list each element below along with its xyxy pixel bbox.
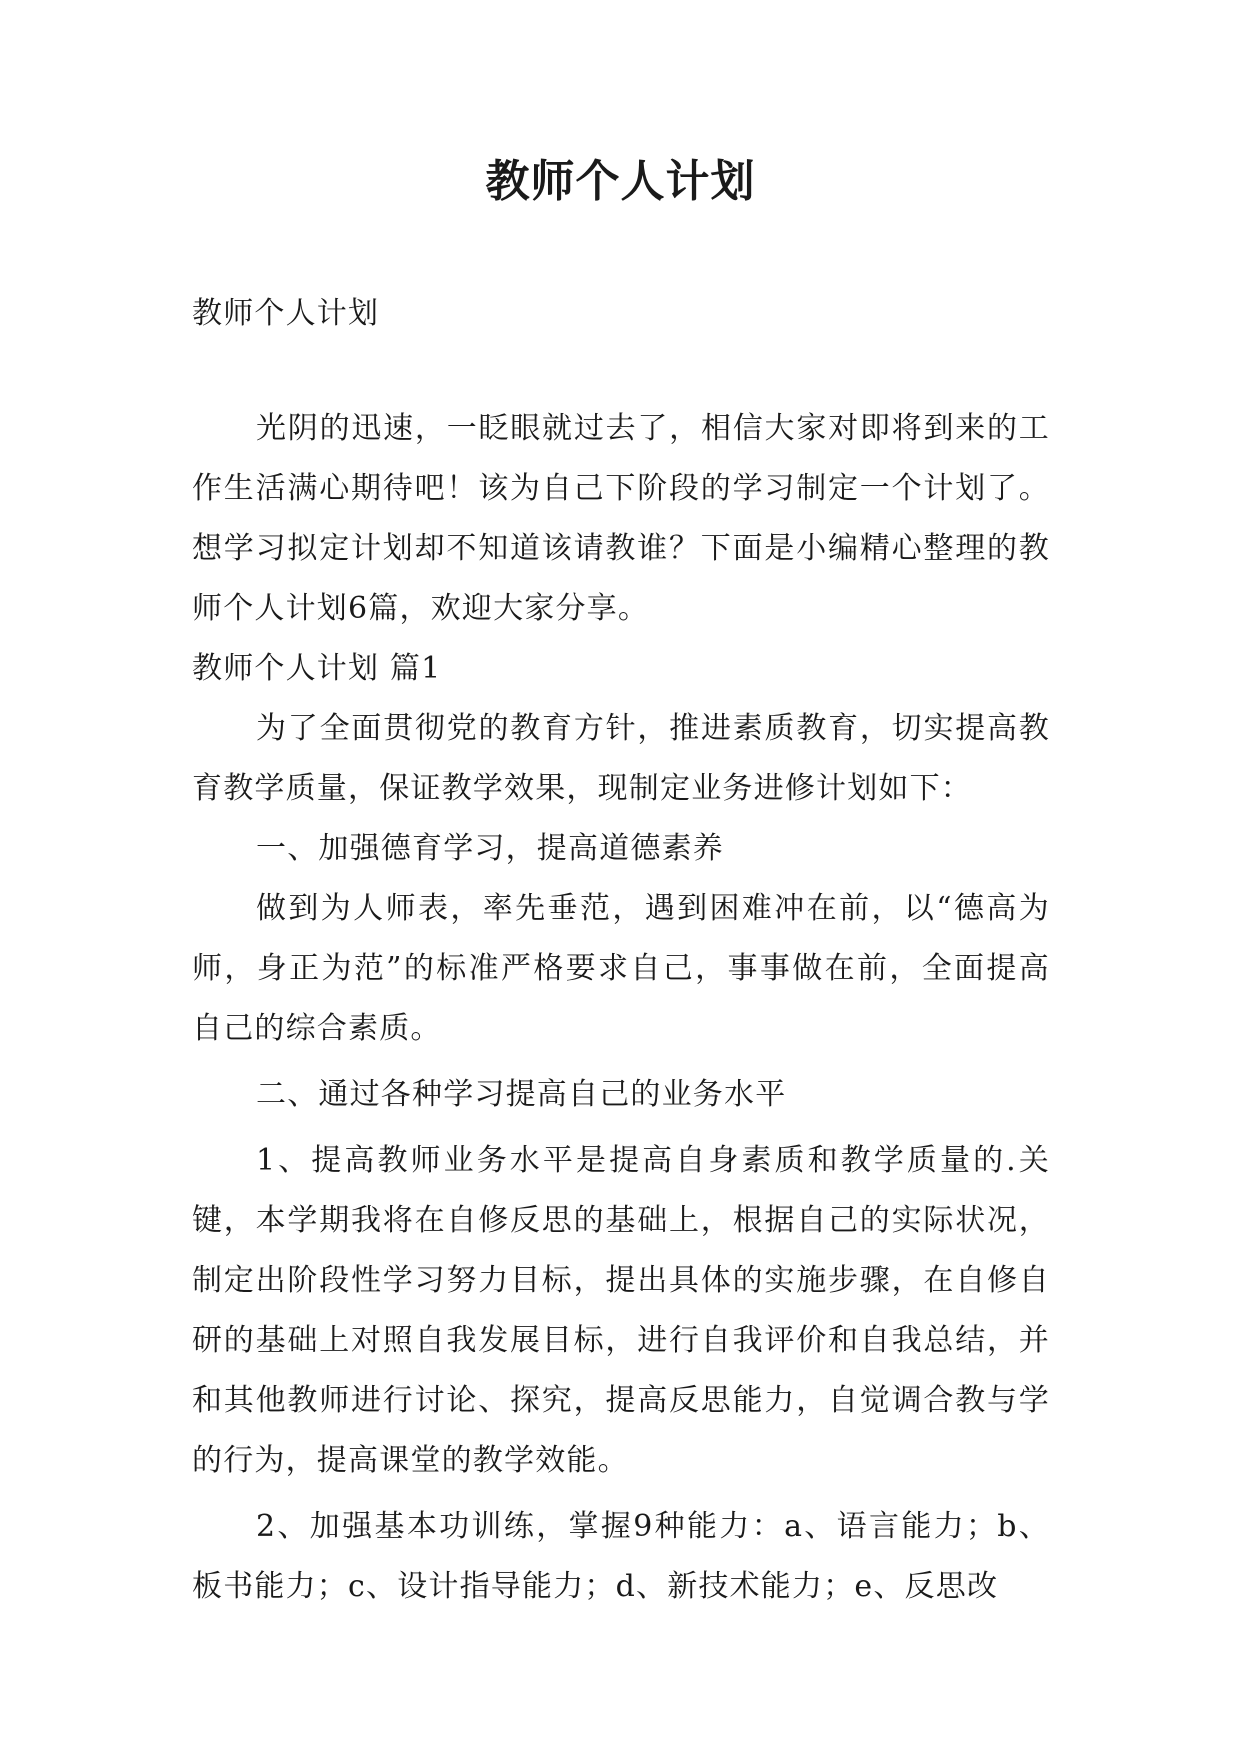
body-paragraph: 做到为人师表，率先垂范，遇到困难冲在前，以“德高为师，身正为范”的标准严格要求自己，事事做在前，全面提高自己的综合素质。 — [192, 891, 1050, 1046]
subtitle-paragraph: 教师个人计划 — [192, 296, 380, 331]
body-paragraph: 为了全面贯彻党的教育方针，推进素质教育，切实提高教育教学质量，保证教学效果，现制定业务进修计划如下： — [192, 711, 1050, 806]
subheading-paragraph: 一、加强德育学习，提高道德素养 — [256, 831, 724, 866]
intro-paragraph: 光阴的迅速，一眨眼就过去了，相信大家对即将到来的工作生活满心期待吧！该为自己下阶段的学习制定一个计划了。想学习拟定计划却不知道该请教谁？下面是小编精心整理的教师个人计划6篇，欢迎大家分享。 — [192, 411, 1050, 626]
document-title: 教师个人计划 — [485, 156, 756, 207]
subheading-paragraph: 二、通过各种学习提高自己的业务水平 — [256, 1077, 787, 1112]
body-paragraph: 1、提高教师业务水平是提高自身素质和教学质量的.关键，本学期我将在自修反思的基础上，根据自己的实际状况，制定出阶段性学习努力目标，提出具体的实施步骤，在自修自研的基础上对照自我发展目标，进行自我评价和自我总结，并和其他教师进行讨论、探究，提高反思能力，自觉调合教与学的行为，提高课堂的教学效能。 — [192, 1143, 1050, 1478]
section-heading: 教师个人计划 篇1 — [192, 651, 442, 686]
document-body — [192, 284, 1050, 1617]
body-paragraph: 2、加强基本功训练，掌握9种能力：a、语言能力；b、板书能力；c、设计指导能力；d、新技术能力；e、反思改 — [192, 1509, 1050, 1604]
